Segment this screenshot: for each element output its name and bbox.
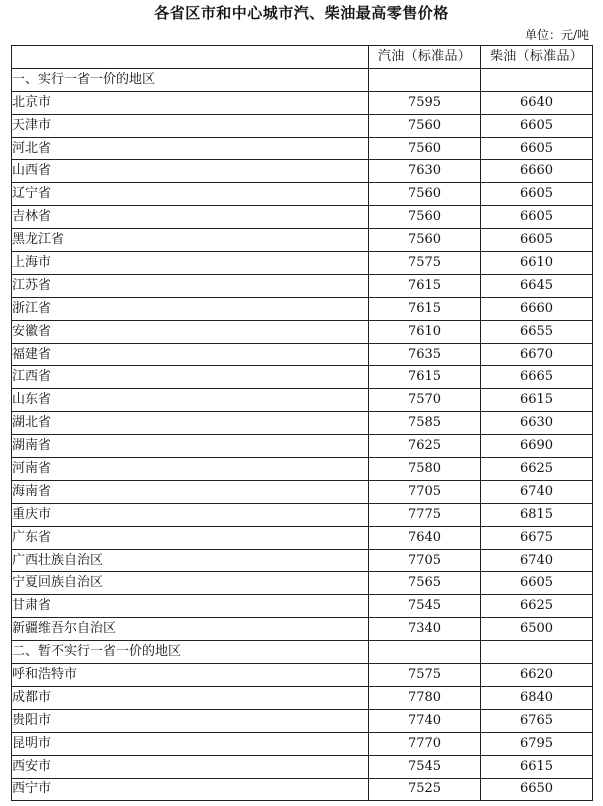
table-row: [12, 572, 593, 595]
gasoline-price: 7525: [369, 778, 481, 801]
table-row: [12, 664, 593, 687]
diesel-price: 6610: [481, 252, 593, 275]
section-label: 二、暂不实行一省一价的地区: [12, 641, 369, 664]
section-label: 一、实行一省一价的地区: [12, 68, 369, 91]
diesel-price: 6615: [481, 389, 593, 412]
diesel-price: 6605: [481, 206, 593, 229]
gasoline-price: 7640: [369, 526, 481, 549]
gasoline-price: 7705: [369, 549, 481, 572]
diesel-price: 6690: [481, 435, 593, 458]
gasoline-price: 7615: [369, 274, 481, 297]
table-row: [12, 389, 593, 412]
region-name: 上海市: [12, 252, 369, 275]
section-empty-cell: [481, 68, 593, 91]
gasoline-price: 7565: [369, 572, 481, 595]
gasoline-price: 7575: [369, 252, 481, 275]
region-name: 浙江省: [12, 297, 369, 320]
gasoline-price: 7585: [369, 412, 481, 435]
gasoline-price: 7770: [369, 732, 481, 755]
gasoline-price: 7595: [369, 91, 481, 114]
table-row: [12, 229, 593, 252]
region-name: 安徽省: [12, 320, 369, 343]
table-row: [12, 183, 593, 206]
region-name: 海南省: [12, 480, 369, 503]
gasoline-price: 7575: [369, 664, 481, 687]
diesel-price: 6645: [481, 274, 593, 297]
table-row: [12, 755, 593, 778]
price-table: [11, 45, 593, 801]
gasoline-price: 7560: [369, 206, 481, 229]
table-body: [12, 68, 593, 801]
gasoline-price: 7560: [369, 229, 481, 252]
table-row: [12, 297, 593, 320]
section-row: [12, 68, 593, 91]
region-name: 吉林省: [12, 206, 369, 229]
table-row: [12, 709, 593, 732]
table-row: [12, 526, 593, 549]
table-row: [12, 274, 593, 297]
region-name: 湖南省: [12, 435, 369, 458]
page-title: 各省区市和中心城市汽、柴油最高零售价格: [154, 4, 449, 22]
table-row: [12, 595, 593, 618]
table-row: [12, 366, 593, 389]
diesel-price: 6605: [481, 114, 593, 137]
header-gasoline: 汽油（标准品）: [369, 46, 481, 69]
region-name: 广东省: [12, 526, 369, 549]
region-name: 北京市: [12, 91, 369, 114]
gasoline-price: 7560: [369, 137, 481, 160]
diesel-price: 6740: [481, 549, 593, 572]
region-name: 山西省: [12, 160, 369, 183]
region-name: 重庆市: [12, 503, 369, 526]
table-row: [12, 435, 593, 458]
diesel-price: 6625: [481, 595, 593, 618]
section-empty-cell: [369, 641, 481, 664]
gasoline-price: 7780: [369, 686, 481, 709]
diesel-price: 6650: [481, 778, 593, 801]
table-row: [12, 503, 593, 526]
gasoline-price: 7775: [369, 503, 481, 526]
diesel-price: 6630: [481, 412, 593, 435]
table-row: [12, 320, 593, 343]
diesel-price: 6620: [481, 664, 593, 687]
region-name: 河南省: [12, 458, 369, 481]
region-name: 河北省: [12, 137, 369, 160]
region-name: 呼和浩特市: [12, 664, 369, 687]
table-row: [12, 480, 593, 503]
diesel-price: 6840: [481, 686, 593, 709]
section-row: [12, 641, 593, 664]
table-row: [12, 114, 593, 137]
region-name: 西宁市: [12, 778, 369, 801]
diesel-price: 6675: [481, 526, 593, 549]
diesel-price: 6670: [481, 343, 593, 366]
table-row: [12, 137, 593, 160]
diesel-price: 6795: [481, 732, 593, 755]
diesel-price: 6660: [481, 297, 593, 320]
table-row: [12, 458, 593, 481]
region-name: 成都市: [12, 686, 369, 709]
diesel-price: 6625: [481, 458, 593, 481]
diesel-price: 6615: [481, 755, 593, 778]
region-name: 天津市: [12, 114, 369, 137]
gasoline-price: 7615: [369, 297, 481, 320]
region-name: 黑龙江省: [12, 229, 369, 252]
gasoline-price: 7615: [369, 366, 481, 389]
region-name: 西安市: [12, 755, 369, 778]
diesel-price: 6815: [481, 503, 593, 526]
gasoline-price: 7340: [369, 618, 481, 641]
table-row: [12, 412, 593, 435]
gasoline-price: 7560: [369, 114, 481, 137]
region-name: 甘肃省: [12, 595, 369, 618]
unit-label: 单位：元/吨: [524, 28, 589, 42]
table-row: [12, 343, 593, 366]
gasoline-price: 7545: [369, 755, 481, 778]
region-name: 宁夏回族自治区: [12, 572, 369, 595]
region-name: 福建省: [12, 343, 369, 366]
diesel-price: 6605: [481, 229, 593, 252]
gasoline-price: 7635: [369, 343, 481, 366]
region-name: 昆明市: [12, 732, 369, 755]
table-row: [12, 549, 593, 572]
gasoline-price: 7630: [369, 160, 481, 183]
region-name: 广西壮族自治区: [12, 549, 369, 572]
diesel-price: 6740: [481, 480, 593, 503]
region-name: 湖北省: [12, 412, 369, 435]
gasoline-price: 7610: [369, 320, 481, 343]
region-name: 江苏省: [12, 274, 369, 297]
gasoline-price: 7740: [369, 709, 481, 732]
gasoline-price: 7705: [369, 480, 481, 503]
section-empty-cell: [481, 641, 593, 664]
region-name: 辽宁省: [12, 183, 369, 206]
gasoline-price: 7570: [369, 389, 481, 412]
table-row: [12, 778, 593, 801]
region-name: 新疆维吾尔自治区: [12, 618, 369, 641]
table-row: [12, 618, 593, 641]
diesel-price: 6500: [481, 618, 593, 641]
header-region: [12, 46, 369, 69]
gasoline-price: 7580: [369, 458, 481, 481]
diesel-price: 6660: [481, 160, 593, 183]
diesel-price: 6765: [481, 709, 593, 732]
diesel-price: 6605: [481, 137, 593, 160]
gasoline-price: 7545: [369, 595, 481, 618]
section-empty-cell: [369, 68, 481, 91]
gasoline-price: 7625: [369, 435, 481, 458]
table-row: [12, 686, 593, 709]
table-row: [12, 160, 593, 183]
region-name: 贵阳市: [12, 709, 369, 732]
table-header-row: [12, 46, 593, 69]
table-row: [12, 732, 593, 755]
region-name: 江西省: [12, 366, 369, 389]
region-name: 山东省: [12, 389, 369, 412]
gasoline-price: 7560: [369, 183, 481, 206]
diesel-price: 6640: [481, 91, 593, 114]
table-row: [12, 91, 593, 114]
header-diesel: 柴油（标准品）: [481, 46, 593, 69]
diesel-price: 6655: [481, 320, 593, 343]
table-row: [12, 252, 593, 275]
diesel-price: 6605: [481, 572, 593, 595]
diesel-price: 6605: [481, 183, 593, 206]
diesel-price: 6665: [481, 366, 593, 389]
table-row: [12, 206, 593, 229]
